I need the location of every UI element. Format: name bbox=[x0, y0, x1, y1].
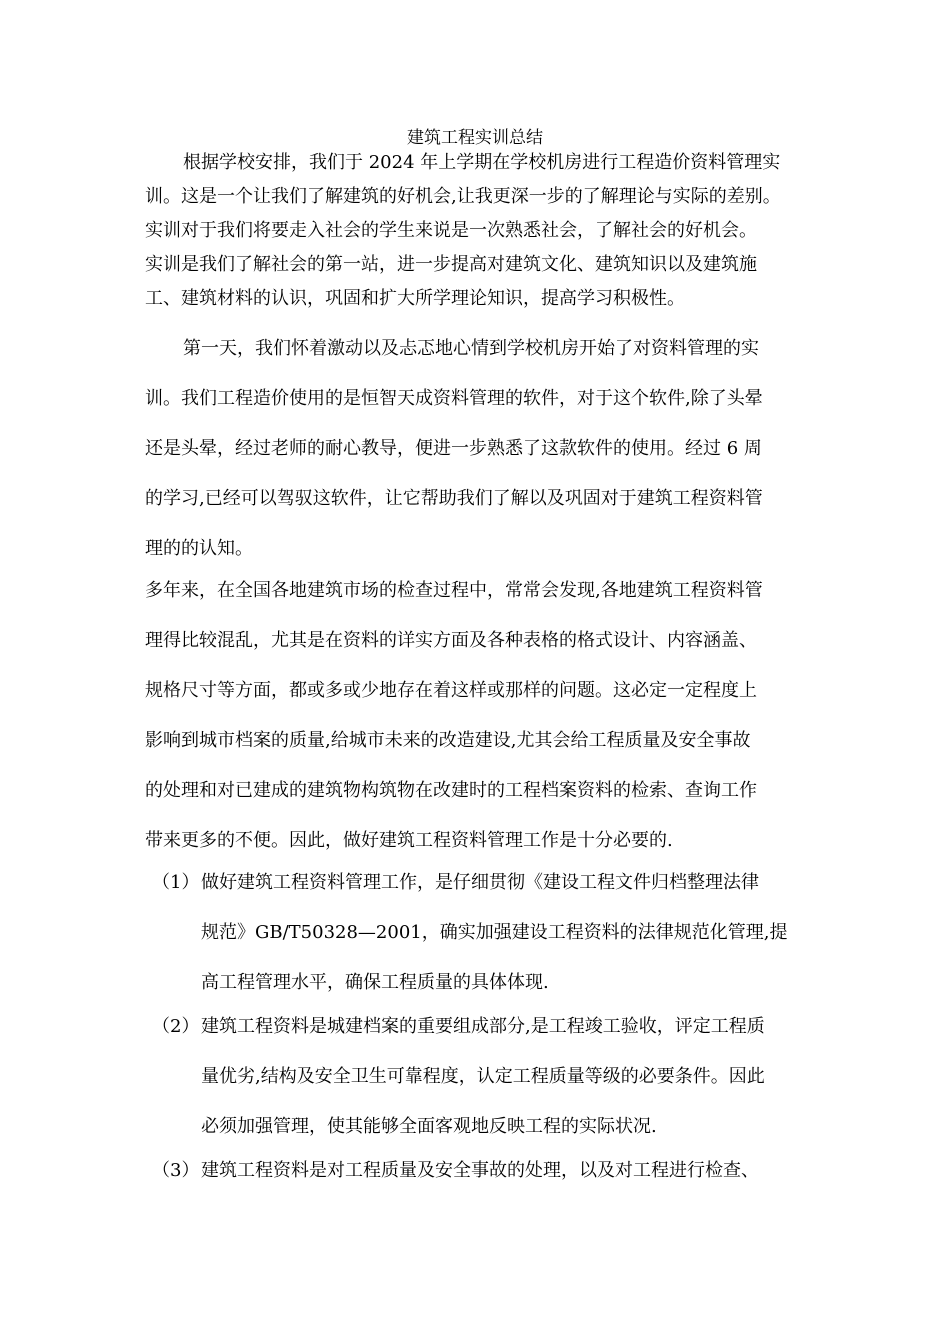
paragraph-line: 还是头晕，经过老师的耐心教导，便进一步熟悉了这款软件的使用。经过 6 周 bbox=[145, 438, 762, 459]
paragraph-line: 的学习,已经可以驾驭这软件，让它帮助我们了解以及巩固对于建筑工程资料管 bbox=[145, 488, 763, 509]
paragraph-line: 第一天，我们怀着激动以及忐忑地心情到学校机房开始了对资料管理的实 bbox=[183, 338, 759, 359]
list-item-number: （3） bbox=[152, 1160, 200, 1181]
paragraph-line: 理的的认知。 bbox=[145, 538, 253, 559]
paragraph-line: 规格尺寸等方面，都或多或少地存在着这样或那样的问题。这必定一定程度上 bbox=[145, 680, 757, 701]
paragraph-line: 训。这是一个让我们了解建筑的好机会,让我更深一步的了解理论与实际的差别。 bbox=[145, 186, 781, 207]
paragraph-line: 工、建筑材料的认识，巩固和扩大所学理论知识，提高学习积极性。 bbox=[145, 288, 685, 309]
list-item-line: 必须加强管理，使其能够全面客观地反映工程的实际状况. bbox=[201, 1116, 657, 1137]
paragraph-line: 理得比较混乱，尤其是在资料的详实方面及各种表格的格式设计、内容涵盖、 bbox=[145, 630, 757, 651]
list-item-line: 做好建筑工程资料管理工作，是仔细贯彻《建设工程文件归档整理法律 bbox=[201, 872, 759, 893]
list-item-number: （1） bbox=[152, 872, 200, 893]
paragraph-line: 带来更多的不便。因此，做好建筑工程资料管理工作是十分必要的. bbox=[145, 830, 673, 851]
document-title: 建筑工程实训总结 bbox=[407, 128, 543, 148]
list-item-line: 建筑工程资料是对工程质量及安全事故的处理，以及对工程进行检查、 bbox=[201, 1160, 759, 1181]
list-item-line: 量优劣,结构及安全卫生可靠程度，认定工程质量等级的必要条件。因此 bbox=[201, 1066, 765, 1087]
paragraph-line: 实训是我们了解社会的第一站，进一步提高对建筑文化、建筑知识以及建筑施 bbox=[145, 254, 757, 275]
paragraph-line: 根据学校安排，我们于 2024 年上学期在学校机房进行工程造价资料管理实 bbox=[183, 152, 781, 173]
paragraph-line: 的处理和对已建成的建筑物构筑物在改建时的工程档案资料的检索、查询工作 bbox=[145, 780, 757, 801]
list-item-line: 建筑工程资料是城建档案的重要组成部分,是工程竣工验收，评定工程质 bbox=[201, 1016, 765, 1037]
paragraph-line: 实训对于我们将要走入社会的学生来说是一次熟悉社会，了解社会的好机会。 bbox=[145, 220, 757, 241]
paragraph-line: 影响到城市档案的质量,给城市未来的改造建设,尤其会给工程质量及安全事故 bbox=[145, 730, 751, 751]
list-item-line: 高工程管理水平，确保工程质量的具体体现. bbox=[201, 972, 549, 993]
list-item-number: （2） bbox=[152, 1016, 200, 1037]
paragraph-line: 训。我们工程造价使用的是恒智天成资料管理的软件，对于这个软件,除了头晕 bbox=[145, 388, 763, 409]
list-item-line: 规范》GB/T50328—2001，确实加强建设工程资料的法律规范化管理,提 bbox=[201, 922, 788, 943]
paragraph-line: 多年来，在全国各地建筑市场的检查过程中，常常会发现,各地建筑工程资料管 bbox=[145, 580, 763, 601]
